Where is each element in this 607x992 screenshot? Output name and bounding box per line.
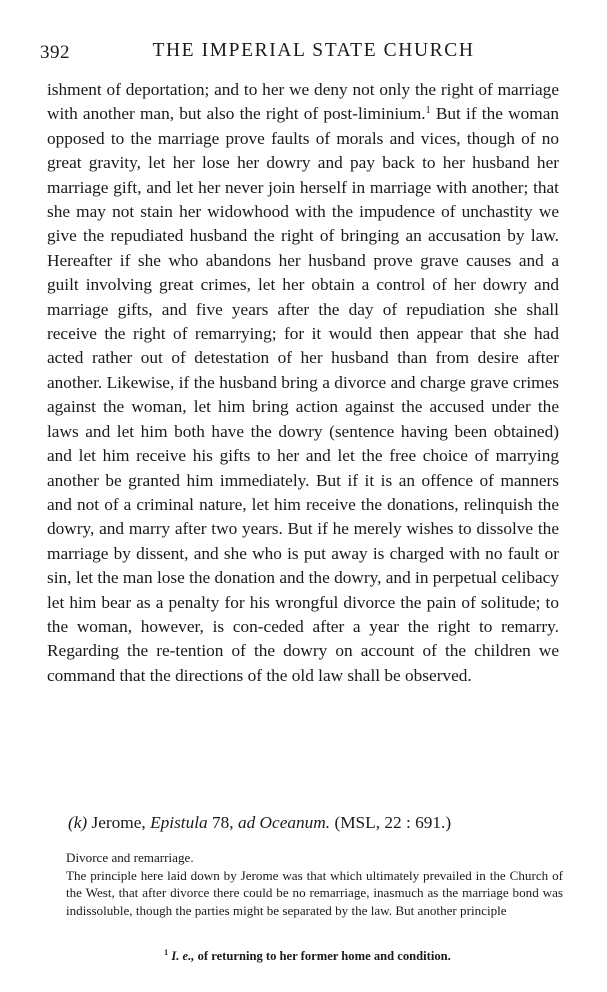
page-number: 392 <box>40 42 70 63</box>
source-citation <box>68 813 568 833</box>
editorial-note <box>66 849 563 919</box>
main-text <box>47 78 559 688</box>
text-before-footnote-ref: ishment of deportation; and to her we deny not only the right of marriage with another man, but also the right of post-liminium. <box>47 80 559 124</box>
citation-source: (MSL, 22 : 691.) <box>334 813 452 832</box>
citation-addressee: ad Oceanum. <box>237 813 331 832</box>
footnote-reference: 1 <box>425 105 431 117</box>
citation-number: 78, <box>212 813 234 832</box>
footnote-text: of returning to her former home and condition. <box>197 949 451 963</box>
citation-work: Epistula <box>150 813 208 832</box>
running-title: THE IMPERIAL STATE CHURCH <box>152 40 475 61</box>
page-header <box>40 40 565 66</box>
footnote-marker: 1 <box>164 948 169 957</box>
main-paragraph <box>47 78 559 688</box>
footnote <box>0 949 607 964</box>
text-after-footnote-ref: But if the woman opposed to the marriage prove faults of morals and vices, though of no great gravity, let her lose her dowry and pay back to her husband her marriage gift, and let her never join herself in marriage with another; that she may not stain her widowhood with the impudence of unchastity we give the repudiated husband the right of bringing an accusation by law. Hereafter if she who abandons her husband prove grave causes and a guilt involving great crimes, let her obtain a control of her dowry and marriage gifts, and five years after the day of repudiation she shall receive the right of remarrying; for it would then appear that she had acted rather out of detestation of her husband than from desire after another. Likewise, if the husband bring a divorce and charge grave crimes against the woman, let him bring action against the accused under the laws and let him both have the dowry (sentence having been obtained) and let him receive his gifts to her and let the free choice of marrying another be granted him immediately. But if it is an offence of manners and not of a criminal nature, let him receive the donations, relinquish the dowry, and marry after two years. But if he merely wishes to dissolve the marriage by dissent, and she who is put away is charged with no fault or sin, let the man lose the donation and the dowry, and in perpetual celibacy let him bear as a penalty for his wrongful divorce the pain of solitude; to the woman, however, is con-ceded after a year the right to remarry. Regarding the re-tention of the dowry on account of the children we command that the directions of the old law shall be observed. <box>47 104 559 685</box>
note-text: The principle here laid down by Jerome was that which ultimately prevailed in the Church of the West, that after divorce there could be no remarriage, inasmuch as the marriage bond was indissoluble, though the parties might be separated by the law. But another principle <box>66 867 563 918</box>
footnote-abbrev: I. e., <box>171 949 195 963</box>
citation-author: Jerome, <box>91 813 146 832</box>
note-label: Divorce and remarriage. <box>66 850 194 865</box>
citation-marker: (k) <box>68 813 88 832</box>
